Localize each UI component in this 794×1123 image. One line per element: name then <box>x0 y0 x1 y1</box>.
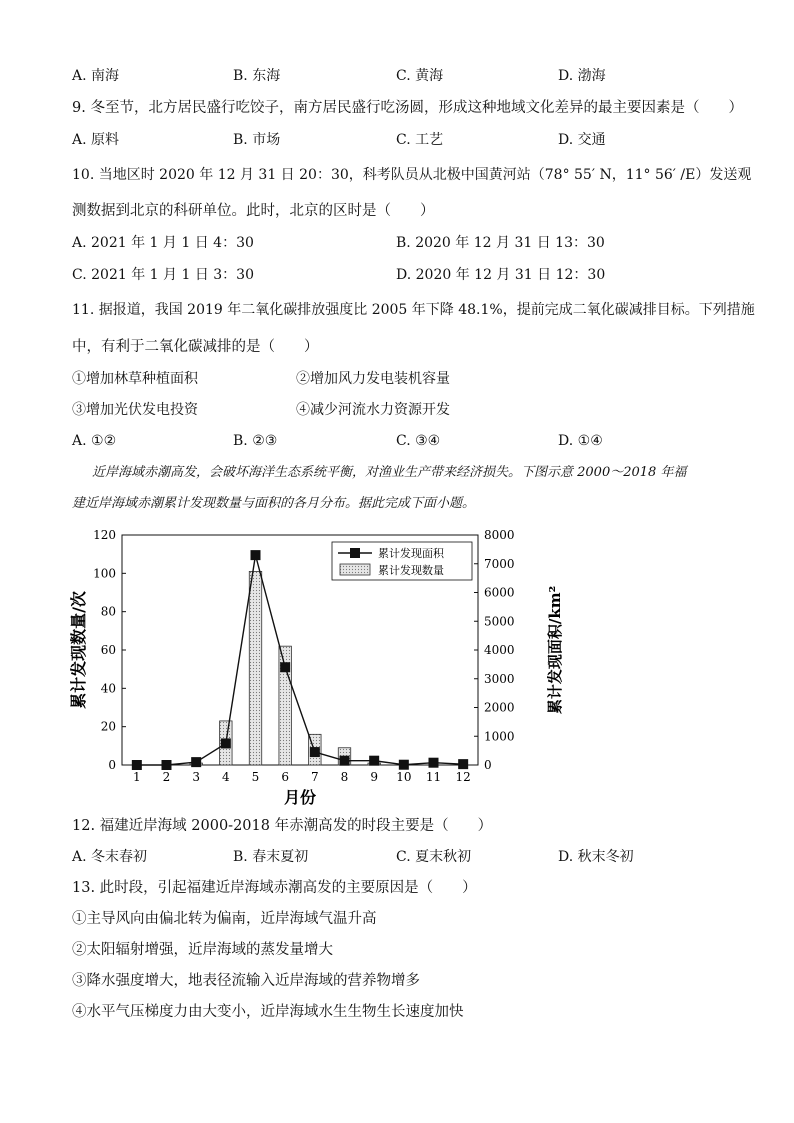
option-text: 2021 年 1 月 1 日 4：30 <box>91 235 254 251</box>
option-text: 2020 年 12 月 31 日 12：30 <box>415 267 606 283</box>
q10-option-c[interactable] <box>72 265 254 285</box>
option-label: C. <box>396 132 411 148</box>
option-text: 秋末冬初 <box>577 849 634 865</box>
bar-count-5 <box>249 571 261 765</box>
q8-option-b[interactable] <box>233 66 280 86</box>
option-label: B. <box>233 433 248 449</box>
x-tick-label: 11 <box>425 770 442 784</box>
left-tick-label: 20 <box>100 719 116 734</box>
q11-option-b[interactable] <box>233 431 277 451</box>
q10-option-b[interactable] <box>396 233 605 253</box>
option-text: 夏末秋初 <box>415 849 472 865</box>
q13-statement-1: ①主导风向由偏北转为偏南，近岸海域气温升高 <box>72 911 377 927</box>
option-label: D. <box>558 68 574 84</box>
option-text: 渤海 <box>577 68 606 84</box>
left-tick-label: 120 <box>93 528 116 542</box>
q13-statement-2: ②太阳辐射增强，近岸海域的蒸发量增大 <box>72 942 333 958</box>
area-point-8 <box>340 756 350 766</box>
q8-option-a[interactable] <box>72 66 119 86</box>
option-label: D. <box>558 849 574 865</box>
option-label: B. <box>233 849 248 865</box>
q10-option-a[interactable] <box>72 233 254 253</box>
right-tick-label: 8000 <box>484 528 515 542</box>
chart-svg <box>60 520 580 810</box>
left-tick-label: 80 <box>100 604 116 619</box>
option-label: A. <box>72 68 87 84</box>
q8-option-c[interactable] <box>396 66 443 86</box>
q11-option-d[interactable] <box>558 431 603 451</box>
option-label: A. <box>72 235 87 251</box>
option-label: B. <box>396 235 411 251</box>
y-axis-left-title: 累计发现数量/次 <box>69 591 88 709</box>
area-point-5 <box>251 550 261 560</box>
passage-line2: 建近岸海域赤潮累计发现数量与面积的各月分布。据此完成下面小题。 <box>72 496 476 511</box>
q11-statement-4: ④减少河流水力资源开发 <box>296 402 450 418</box>
option-text: 2020 年 12 月 31 日 13：30 <box>415 235 605 251</box>
x-axis-title: 月份 <box>283 788 317 807</box>
area-point-3 <box>191 757 201 767</box>
area-point-6 <box>280 662 290 672</box>
q9-option-b[interactable] <box>233 130 280 150</box>
q11-statement-2: ②增加风力发电装机容量 <box>296 371 450 387</box>
q11-stem-line2: 中，有利于二氧化碳减排的是（ ） <box>72 339 319 355</box>
area-point-10 <box>399 760 409 770</box>
option-label: C. <box>396 68 411 84</box>
legend-label-count: 累计发现数量 <box>378 564 444 577</box>
option-text: 南海 <box>91 68 120 84</box>
option-label: A. <box>72 849 87 865</box>
x-tick-label: 3 <box>192 770 200 784</box>
option-label: D. <box>558 433 574 449</box>
q12-option-a[interactable] <box>72 847 147 867</box>
q11-stem-line1: 11. 据报道，我国 2019 年二氧化碳排放强度比 2005 年下降 48.1%，提前完成二氧化碳减排目标。下列措施 <box>72 302 755 318</box>
q11-option-a[interactable] <box>72 431 116 451</box>
option-text: ③④ <box>415 433 441 449</box>
area-point-4 <box>221 738 231 748</box>
option-label: A. <box>72 132 87 148</box>
option-text: 冬末春初 <box>91 849 148 865</box>
q13-statement-4: ④水平气压梯度力由大变小，近岸海域水生生物生长速度加快 <box>72 1004 464 1020</box>
legend-label-area: 累计发现面积 <box>378 547 444 560</box>
area-point-11 <box>429 758 439 768</box>
legend-bar-swatch <box>340 564 370 575</box>
x-tick-label: 4 <box>222 770 230 784</box>
option-text: ①② <box>91 433 117 449</box>
x-tick-label: 10 <box>396 770 412 784</box>
option-text: ①④ <box>577 433 603 449</box>
option-label: C. <box>396 849 411 865</box>
x-tick-label: 2 <box>162 770 171 784</box>
q9-option-d[interactable] <box>558 130 606 150</box>
area-point-12 <box>458 759 468 769</box>
q8-option-d[interactable] <box>558 66 606 86</box>
right-tick-label: 3000 <box>484 671 515 686</box>
red-tide-chart <box>60 520 580 810</box>
left-tick-label: 60 <box>100 643 116 657</box>
q11-statement-3: ③增加光伏发电投资 <box>72 402 198 418</box>
option-label: B. <box>233 132 248 148</box>
option-label: B. <box>233 68 248 84</box>
option-text: 东海 <box>252 68 281 84</box>
option-text: 黄海 <box>415 68 444 84</box>
option-label: C. <box>396 433 411 449</box>
right-tick-label: 1000 <box>484 729 515 744</box>
q12-option-c[interactable] <box>396 847 471 867</box>
right-tick-label: 6000 <box>484 585 515 600</box>
area-point-1 <box>132 760 142 770</box>
right-tick-label: 0 <box>484 758 492 772</box>
y-axis-right-title: 累计发现面积/km² <box>546 585 564 715</box>
option-text: 交通 <box>577 132 606 148</box>
area-line <box>137 555 463 765</box>
q12-option-b[interactable] <box>233 847 308 867</box>
option-text: 春末夏初 <box>252 849 309 865</box>
right-tick-label: 7000 <box>484 556 515 571</box>
area-point-2 <box>162 760 172 770</box>
x-tick-label: 9 <box>370 770 378 784</box>
option-text: 市场 <box>252 132 281 148</box>
q9-stem: 9. 冬至节，北方居民盛行吃饺子，南方居民盛行吃汤圆，形成这种地域文化差异的最主要因素是（ ） <box>72 100 743 116</box>
option-label: D. <box>396 267 412 283</box>
q13-stem: 13. 此时段，引起福建近岸海域赤潮高发的主要原因是（ ） <box>72 880 477 896</box>
q12-stem: 12. 福建近岸海域 2000-2018 年赤潮高发的时段主要是（ ） <box>72 818 493 834</box>
passage-line1: 近岸海域赤潮高发，会破坏海洋生态系统平衡，对渔业生产带来经济损失。下图示意 2000～2018 年福 <box>92 465 687 480</box>
left-tick-label: 100 <box>93 566 116 581</box>
option-text: 原料 <box>91 132 120 148</box>
q10-option-d[interactable] <box>396 265 605 285</box>
q10-stem-line1: 10. 当地区时 2020 年 12 月 31 日 20：30，科考队员从北极中国黄河站（78° 55′ N，11° 56′ /E）发送观 <box>72 167 752 183</box>
option-text: 工艺 <box>415 132 444 148</box>
x-tick-label: 1 <box>133 770 141 784</box>
left-tick-label: 40 <box>100 681 116 696</box>
q12-option-d[interactable] <box>558 847 634 867</box>
area-point-9 <box>369 756 379 766</box>
option-label: A. <box>72 433 87 449</box>
q11-statement-1: ①增加林草种植面积 <box>72 371 198 387</box>
legend-marker-swatch <box>350 548 360 558</box>
x-tick-label: 6 <box>281 770 289 784</box>
right-tick-label: 2000 <box>484 700 515 715</box>
x-tick-label: 7 <box>311 770 319 784</box>
x-tick-label: 8 <box>340 770 349 784</box>
q10-stem-line2: 测数据到北京的科研单位。此时，北京的区时是（ ） <box>72 203 435 219</box>
option-label: C. <box>72 267 87 283</box>
right-tick-label: 5000 <box>484 614 515 629</box>
option-text: ②③ <box>252 433 278 449</box>
q13-statement-3: ③降水强度增大，地表径流输入近岸海域的营养物增多 <box>72 973 420 989</box>
option-label: D. <box>558 132 574 148</box>
x-tick-label: 5 <box>251 770 260 784</box>
option-text: 2021 年 1 月 1 日 3：30 <box>91 267 254 283</box>
q9-option-c[interactable] <box>396 130 443 150</box>
right-tick-label: 4000 <box>484 643 515 657</box>
q9-option-a[interactable] <box>72 130 119 150</box>
area-point-7 <box>310 747 320 757</box>
x-tick-label: 12 <box>455 770 471 784</box>
left-tick-label: 0 <box>108 758 116 772</box>
q11-option-c[interactable] <box>396 431 440 451</box>
